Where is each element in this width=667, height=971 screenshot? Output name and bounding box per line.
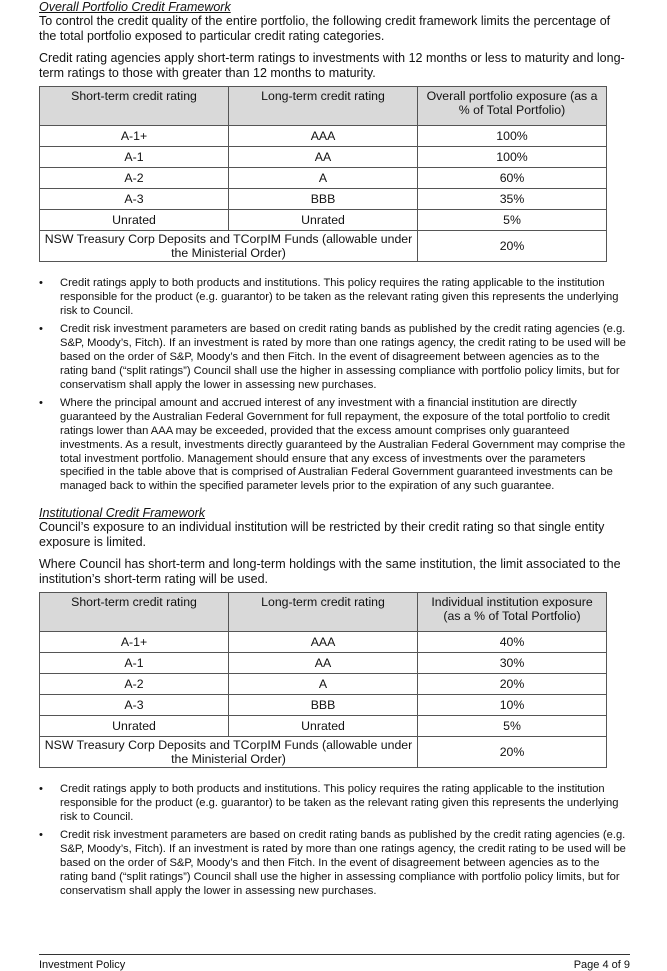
overall-paragraph-2: Credit rating agencies apply short-term ratings to investments with 12 months or less to maturity and long-term ratings to those with greater than 12 months to maturity. bbox=[39, 51, 625, 80]
overall-exposure-table bbox=[39, 86, 607, 262]
table-cell: A-1+ bbox=[40, 126, 229, 147]
table-cell: AA bbox=[229, 652, 418, 673]
table-cell: A-3 bbox=[40, 694, 229, 715]
table-cell: 100% bbox=[418, 147, 607, 168]
section-title-overall: Overall Portfolio Credit Framework bbox=[39, 0, 231, 14]
bullet-icon: • bbox=[39, 397, 43, 410]
table-cell: AAA bbox=[229, 631, 418, 652]
institution-exposure-table bbox=[39, 592, 607, 768]
table-cell: A bbox=[229, 673, 418, 694]
list-item bbox=[39, 783, 630, 824]
section-title-institutional: Institutional Credit Framework bbox=[39, 505, 206, 520]
column-header: Long-term credit rating bbox=[229, 87, 418, 126]
table-cell: 20% bbox=[418, 673, 607, 694]
table-cell: BBB bbox=[229, 694, 418, 715]
bullet-icon: • bbox=[39, 277, 43, 289]
list-item-text: Credit risk investment parameters are based on credit rating bands as published by the credit rating agencies (e.g. S&P, Moody’s, Fitch). If an investment is rated by more than one ratings agency, the credit rating to be used will be based on the order of S&P, Moody’s and then Fitch. In the event of disagreement between agencies as to the rating band (“split ratings”) Council shall use the higher in assessing compliance with portfolio policy limits, but for conservatism shall apply the lower in assessing new purchases. bbox=[60, 829, 626, 897]
table-row bbox=[40, 147, 607, 168]
table-row bbox=[40, 126, 607, 147]
table-row bbox=[40, 673, 607, 694]
table-cell: Unrated bbox=[40, 210, 229, 231]
table-cell: 10% bbox=[418, 694, 607, 715]
table-cell: 100% bbox=[418, 126, 607, 147]
table-header-row bbox=[40, 592, 607, 631]
bullet-icon: • bbox=[39, 829, 43, 842]
table-cell: NSW Treasury Corp Deposits and TCorpIM Funds (allowable under the Ministerial Order) bbox=[40, 736, 418, 767]
table-cell: 20% bbox=[418, 736, 607, 767]
column-header: Long-term credit rating bbox=[229, 592, 418, 631]
table-cell: 40% bbox=[418, 631, 607, 652]
list-item bbox=[39, 277, 630, 318]
overall-notes-list bbox=[39, 277, 630, 494]
page-footer bbox=[39, 954, 630, 971]
table-row bbox=[40, 210, 607, 231]
table-cell: Unrated bbox=[229, 715, 418, 736]
table-cell: NSW Treasury Corp Deposits and TCorpIM Funds (allowable under the Ministerial Order) bbox=[40, 231, 418, 262]
table-cell: 60% bbox=[418, 168, 607, 189]
footer-page-number: Page 4 of 9 bbox=[573, 959, 630, 971]
table-cell: A-2 bbox=[40, 168, 229, 189]
list-item-text: Credit ratings apply to both products and institutions. This policy requires the rating applicable to the institution responsible for the product (e.g. guarantor) to be taken as the relevant rating given this represents the underlying risk to Council. bbox=[60, 782, 619, 823]
table-row bbox=[40, 168, 607, 189]
institutional-notes-list bbox=[39, 783, 630, 898]
list-item-text: Credit ratings apply to both products and institutions. This policy requires the rating applicable to the institution responsible for the product (e.g. guarantor) to be taken as the relevant rating given this represents the underlying risk to Council. bbox=[60, 277, 619, 317]
column-header: Individual institution exposure (as a % of Total Portfolio) bbox=[418, 592, 607, 631]
table-cell: Unrated bbox=[40, 715, 229, 736]
table-row bbox=[40, 715, 607, 736]
table-cell: A-1 bbox=[40, 652, 229, 673]
table-cell: AA bbox=[229, 147, 418, 168]
table-cell: Unrated bbox=[229, 210, 418, 231]
table-cell: AAA bbox=[229, 126, 418, 147]
column-header: Short-term credit rating bbox=[40, 87, 229, 126]
table-cell: 20% bbox=[418, 231, 607, 262]
table-row bbox=[40, 736, 607, 767]
table-row bbox=[40, 231, 607, 262]
bullet-icon: • bbox=[39, 323, 43, 336]
footer-document-name: Investment Policy bbox=[39, 959, 126, 971]
table-cell: A bbox=[229, 168, 418, 189]
table-cell: 5% bbox=[418, 210, 607, 231]
table-cell: BBB bbox=[229, 189, 418, 210]
table-cell: 30% bbox=[418, 652, 607, 673]
list-item bbox=[39, 397, 630, 494]
table-cell: 5% bbox=[418, 715, 607, 736]
table-cell: 35% bbox=[418, 189, 607, 210]
table-cell: A-1+ bbox=[40, 631, 229, 652]
list-item bbox=[39, 829, 630, 898]
table-row bbox=[40, 652, 607, 673]
table-row bbox=[40, 694, 607, 715]
list-item bbox=[39, 323, 630, 392]
institutional-paragraph-2: Where Council has short-term and long-term holdings with the same institution, the limit associated to the institution’s short-term rating will be used. bbox=[39, 556, 621, 586]
table-row bbox=[40, 189, 607, 210]
bullet-icon: • bbox=[39, 782, 43, 795]
column-header: Short-term credit rating bbox=[40, 592, 229, 631]
list-item-text: Where the principal amount and accrued interest of any investment with a financial institution are directly guaranteed by the Australian Federal Government for full repayment, the exposure of the total portfolio to credit ratings lower than AAA may be exceeded, provided that the excess amount comprises only guaranteed investments. As a result, investments directly guaranteed by the Australian Federal Government may comprise the total investment portfolio. Management should ensure that any excess of investments over the parameters specified in the table above that is comprised of Australian Federal Government guaranteed investments can be managed back to within the specified parameter levels prior to the expiration of any such guarantee. bbox=[60, 397, 626, 493]
list-item-text: Credit risk investment parameters are based on credit rating bands as published by the credit rating agencies (e.g. S&P, Moody’s, Fitch). If an investment is rated by more than one ratings agency, the credit rating to be used will be based on the order of S&P, Moody’s and then Fitch. In the event of disagreement between agencies as to the rating band (“split ratings”) Council shall use the higher in assessing compliance with portfolio policy limits, but for conservatism shall apply the lower in assessing new purchases. bbox=[60, 323, 626, 391]
table-cell: A-1 bbox=[40, 147, 229, 168]
table-header-row bbox=[40, 87, 607, 126]
overall-paragraph-1: To control the credit quality of the entire portfolio, the following credit framework limits the percentage of the total portfolio exposed to particular credit rating categories. bbox=[39, 14, 611, 43]
institutional-paragraph-1: Council’s exposure to an individual institution will be restricted by their credit rating so that single entity exposure is limited. bbox=[39, 519, 605, 549]
table-cell: A-2 bbox=[40, 673, 229, 694]
table-row bbox=[40, 631, 607, 652]
page-content bbox=[39, 0, 630, 903]
column-header: Overall portfolio exposure (as a % of Total Portfolio) bbox=[418, 87, 607, 126]
table-cell: A-3 bbox=[40, 189, 229, 210]
